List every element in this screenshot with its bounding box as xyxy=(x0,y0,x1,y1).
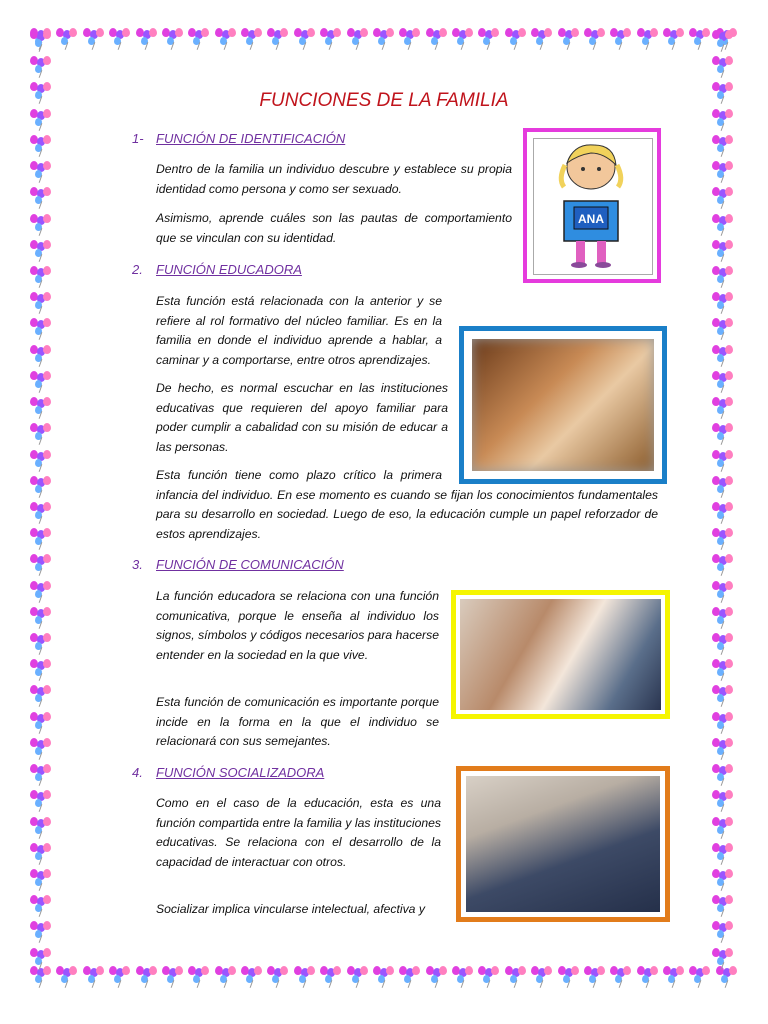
balloon-icon xyxy=(267,966,289,988)
balloon-icon xyxy=(30,843,52,865)
balloon-icon xyxy=(30,581,52,603)
balloon-icon xyxy=(56,966,78,988)
balloon-icon xyxy=(30,423,52,445)
balloon-icon xyxy=(320,28,342,50)
balloon-icon xyxy=(712,135,734,157)
balloon-icon xyxy=(30,476,52,498)
balloon-icon xyxy=(162,28,184,50)
section-1-title: FUNCIÓN DE IDENTIFICACIÓN xyxy=(156,131,346,146)
balloon-icon xyxy=(712,502,734,524)
balloon-icon xyxy=(373,966,395,988)
balloon-icon xyxy=(452,28,474,50)
cartoon-ana-image xyxy=(523,128,661,283)
balloon-icon xyxy=(712,790,734,812)
balloon-icon xyxy=(30,895,52,917)
balloon-icon xyxy=(452,966,474,988)
balloon-icon xyxy=(30,397,52,419)
balloon-icon xyxy=(399,28,421,50)
balloon-icon xyxy=(30,921,52,943)
balloon-icon xyxy=(30,790,52,812)
balloon-icon xyxy=(56,28,78,50)
balloon-icon xyxy=(584,28,606,50)
balloon-icon xyxy=(712,738,734,760)
balloon-border-bottom xyxy=(30,966,738,994)
balloon-icon xyxy=(558,28,580,50)
balloon-icon xyxy=(347,966,369,988)
balloon-icon xyxy=(426,28,448,50)
section-2-title: FUNCIÓN EDUCADORA xyxy=(156,262,302,277)
section-2-heading xyxy=(132,262,302,277)
balloon-icon xyxy=(712,450,734,472)
balloon-icon xyxy=(30,292,52,314)
section-1-paragraph-1: Dentro de la familia un individuo descubre y establece su propia identidad como persona y como ser sexuado. xyxy=(156,162,512,196)
balloon-icon xyxy=(712,345,734,367)
balloon-icon xyxy=(136,28,158,50)
balloon-icon xyxy=(558,966,580,988)
family-reading-photo xyxy=(459,326,667,484)
balloon-icon xyxy=(30,607,52,629)
section-3-paragraph-2: Esta función de comunicación es importante porque incide en la forma en la que el individuo se relacionará con sus semejantes. xyxy=(156,695,439,748)
balloon-icon xyxy=(637,28,659,50)
balloon-icon xyxy=(373,28,395,50)
balloon-icon xyxy=(30,30,52,52)
section-4-paragraph-1: Como en el caso de la educación, esta es una función compartida entre la familia y las instituciones educativas. Se relaciona con el desarrollo de la capacidad de interactuar con otros. xyxy=(156,796,441,869)
balloon-icon xyxy=(712,397,734,419)
balloon-icon xyxy=(712,292,734,314)
balloon-icon xyxy=(505,28,527,50)
balloon-border-top xyxy=(30,28,738,56)
balloon-icon xyxy=(162,966,184,988)
balloon-icon xyxy=(30,450,52,472)
balloon-icon xyxy=(712,633,734,655)
balloon-icon xyxy=(30,318,52,340)
balloon-icon xyxy=(30,948,52,970)
balloon-icon xyxy=(30,214,52,236)
balloon-icon xyxy=(663,28,685,50)
balloon-icon xyxy=(30,266,52,288)
cartoon-sign-text: ANA xyxy=(578,212,604,226)
section-2-paragraph-1-text: Esta función está relacionada con la anterior y se refiere al rol formativo del núcleo familiar. Es en la familia en donde el individuo aprende a hablar, a caminar y a comportarse, entre otros aprendizajes. xyxy=(156,294,442,367)
balloon-icon xyxy=(712,266,734,288)
balloon-border-right xyxy=(712,30,740,970)
balloon-icon xyxy=(30,633,52,655)
balloon-icon xyxy=(712,528,734,550)
balloon-icon xyxy=(712,817,734,839)
balloon-icon xyxy=(712,869,734,891)
cartoon-girl-illustration xyxy=(534,139,648,270)
balloon-icon xyxy=(109,966,131,988)
balloon-icon xyxy=(30,56,52,78)
balloon-icon xyxy=(267,28,289,50)
balloon-icon xyxy=(30,135,52,157)
section-2-number: 2. xyxy=(132,262,143,277)
balloon-icon xyxy=(30,738,52,760)
balloon-icon xyxy=(712,318,734,340)
page-title: FUNCIONES DE LA FAMILIA xyxy=(259,90,509,111)
balloon-icon xyxy=(136,966,158,988)
balloon-icon xyxy=(83,966,105,988)
section-1-number: 1- xyxy=(132,131,144,146)
balloon-icon xyxy=(689,966,711,988)
balloon-icon xyxy=(30,817,52,839)
balloon-icon xyxy=(712,764,734,786)
balloon-icon xyxy=(712,30,734,52)
balloon-border-left xyxy=(30,30,58,970)
balloon-icon xyxy=(320,966,342,988)
balloon-icon xyxy=(712,895,734,917)
family-communication-photo xyxy=(451,590,670,719)
group-socialization-photo xyxy=(456,766,670,922)
balloon-icon xyxy=(610,966,632,988)
balloon-icon xyxy=(188,28,210,50)
section-1-paragraph-2: Asimismo, aprende cuáles son las pautas de comportamiento que se vinculan con su identidad. xyxy=(156,211,512,245)
balloon-icon xyxy=(30,554,52,576)
balloon-icon xyxy=(30,240,52,262)
balloon-icon xyxy=(712,581,734,603)
balloon-icon xyxy=(347,28,369,50)
balloon-icon xyxy=(30,371,52,393)
balloon-icon xyxy=(109,28,131,50)
balloon-icon xyxy=(241,28,263,50)
section-3-heading xyxy=(132,557,344,572)
section-4-heading xyxy=(132,765,324,780)
balloon-icon xyxy=(637,966,659,988)
balloon-icon xyxy=(712,56,734,78)
balloon-icon xyxy=(30,764,52,786)
balloon-icon xyxy=(531,966,553,988)
section-4-number: 4. xyxy=(132,765,143,780)
balloon-icon xyxy=(215,28,237,50)
balloon-icon xyxy=(30,712,52,734)
balloon-icon xyxy=(712,240,734,262)
balloon-icon xyxy=(399,966,421,988)
balloon-icon xyxy=(83,28,105,50)
balloon-icon xyxy=(712,554,734,576)
balloon-icon xyxy=(30,502,52,524)
balloon-icon xyxy=(30,659,52,681)
section-3-number: 3. xyxy=(132,557,143,572)
balloon-icon xyxy=(712,712,734,734)
balloon-icon xyxy=(188,966,210,988)
balloon-icon xyxy=(30,685,52,707)
balloon-icon xyxy=(241,966,263,988)
balloon-icon xyxy=(610,28,632,50)
section-4-title: FUNCIÓN SOCIALIZADORA xyxy=(156,765,325,780)
balloon-icon xyxy=(689,28,711,50)
balloon-icon xyxy=(712,476,734,498)
balloon-icon xyxy=(712,948,734,970)
balloon-icon xyxy=(712,371,734,393)
balloon-icon xyxy=(712,607,734,629)
balloon-icon xyxy=(712,187,734,209)
balloon-icon xyxy=(30,528,52,550)
balloon-icon xyxy=(215,966,237,988)
balloon-icon xyxy=(531,28,553,50)
balloon-icon xyxy=(712,921,734,943)
balloon-icon xyxy=(663,966,685,988)
balloon-icon xyxy=(712,843,734,865)
balloon-icon xyxy=(712,423,734,445)
balloon-icon xyxy=(478,966,500,988)
balloon-icon xyxy=(426,966,448,988)
balloon-icon xyxy=(712,659,734,681)
balloon-icon xyxy=(712,685,734,707)
balloon-icon xyxy=(478,28,500,50)
balloon-icon xyxy=(294,966,316,988)
section-2-paragraph-2: De hecho, es normal escuchar en las instituciones educativas que requieren del apoyo familiar para poder cumplir a cabalidad con su misión de educar a las personas. xyxy=(156,381,448,454)
section-3-paragraph-1: La función educadora se relaciona con una función comunicativa, porque le enseña al individuo los signos, símbolos y códigos necesarios para hacerse entender en la sociedad en la que vive. xyxy=(156,589,439,662)
section-2-paragraph-3-text: Esta función tiene como plazo crítico la primera infancia del individuo. En ese momento es cuando se fijan los conocimientos fundamentales para su desarrollo en sociedad. Luego de eso, la educación cumple un papel reforzador de estos aprendizajes. xyxy=(156,468,658,541)
balloon-icon xyxy=(30,869,52,891)
balloon-icon xyxy=(584,966,606,988)
balloon-icon xyxy=(712,161,734,183)
balloon-icon xyxy=(30,187,52,209)
section-4-paragraph-2: Socializar implica vincularse intelectual, afectiva y xyxy=(156,902,425,916)
balloon-icon xyxy=(30,345,52,367)
balloon-icon xyxy=(294,28,316,50)
balloon-icon xyxy=(30,161,52,183)
balloon-icon xyxy=(505,966,527,988)
section-3-title: FUNCIÓN DE COMUNICACIÓN xyxy=(156,557,344,572)
balloon-icon xyxy=(712,214,734,236)
section-1-heading xyxy=(132,131,345,146)
